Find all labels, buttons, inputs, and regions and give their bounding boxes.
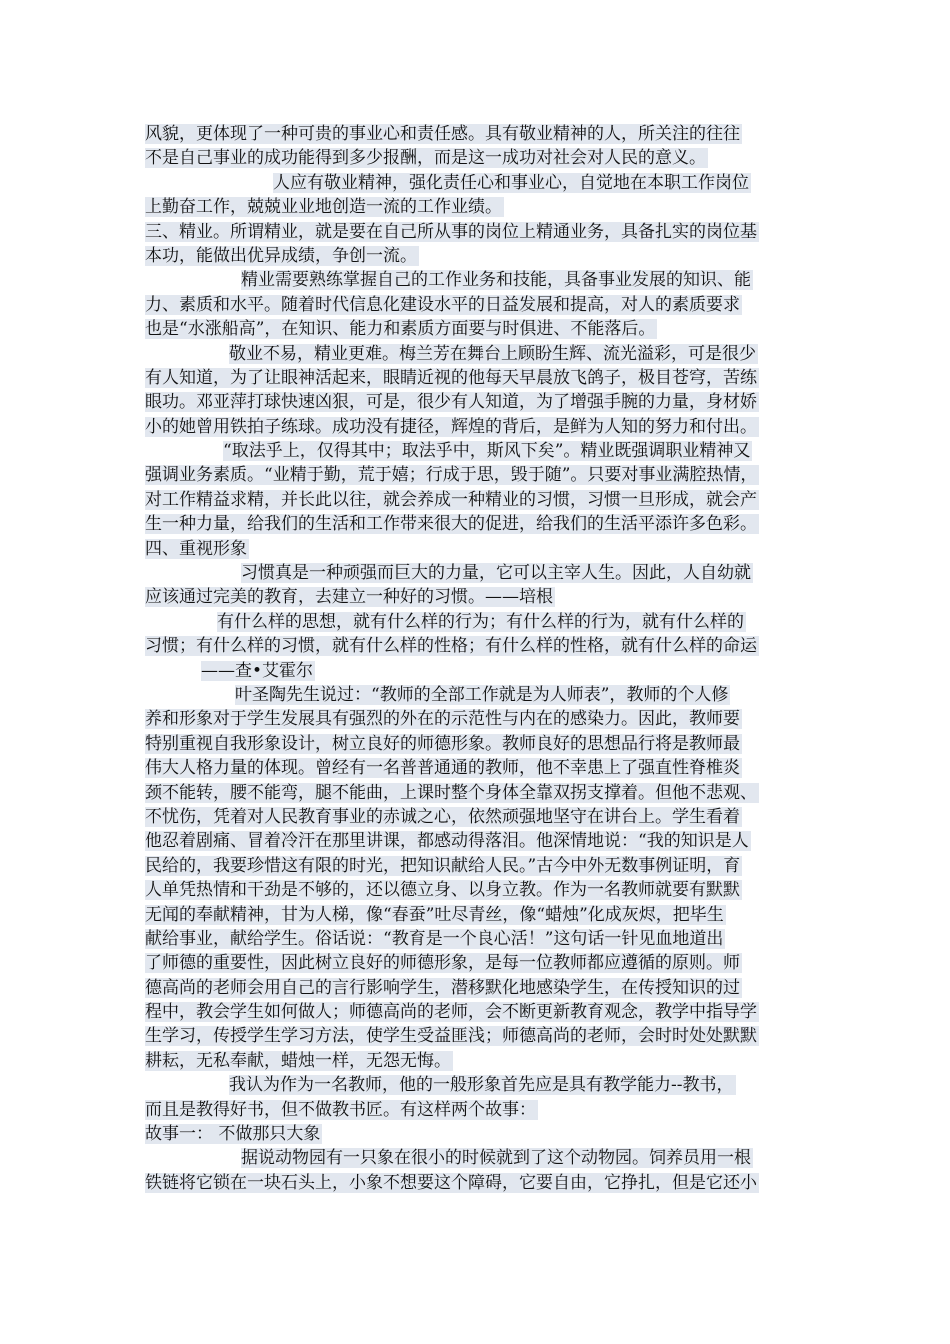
- line-text: 伟大人格力量的体现。曾经有一名普普通通的教师，他不幸患上了强直性脊椎炎: [145, 758, 740, 779]
- text-line: [145, 927, 825, 951]
- line-text: 耕耘，无私奉献，蜡烛一样，无怨无悔。: [145, 1050, 451, 1071]
- text-line: [145, 366, 825, 390]
- line-text: 德高尚的老师会用自己的言行影响学生，潜移默化地感染学生，在传授知识的过: [145, 977, 740, 998]
- line-text: 他忍着剧痛、冒着冷汗在那里讲课，都感动得落泪。他深情地说：“我的知识是人: [145, 831, 749, 852]
- line-text: 不是自己事业的成功能得到多少报酬，而是这一成功对社会对人民的意义。: [145, 148, 706, 169]
- line-text: 人应有敬业精神，强化责任心和事业心，自觉地在本职工作岗位: [273, 172, 749, 193]
- line-text: 而且是教得好书，但不做教书匠。有这样两个故事：: [145, 1099, 536, 1120]
- line-text: 程中，教会学生如何做人；师德高尚的老师，会不断更新教育观念，教学中指导学: [145, 1002, 757, 1023]
- line-text: 人单凭热情和干劲是不够的，还以德立身、以身立教。作为一名教师就要有默默: [145, 880, 740, 901]
- line-text: 了师德的重要性，因此树立良好的师德形象，是每一位教师都应遵循的原则。师: [145, 953, 740, 974]
- text-line: [145, 976, 825, 1000]
- text-line: [145, 1098, 825, 1122]
- text-line: [145, 537, 825, 561]
- line-text: 民给的，我要珍惜这有限的时光，把知识献给人民。”古今中外无数事例证明，育: [145, 855, 741, 876]
- line-text: 颈不能转，腰不能弯，腿不能曲，上课时整个身体全靠双拐支撑着。但他不悲观、: [145, 782, 757, 803]
- line-text: 故事一： 不做那只大象: [145, 1124, 321, 1145]
- text-line: [145, 854, 825, 878]
- line-text: 献给事业，献给学生。俗话说：“教育是一个良心活！”这句话一针见血地道出: [145, 928, 724, 949]
- line-text: 养和形象对于学生发展具有强烈的外在的示范性与内在的感染力。因此，教师要: [145, 709, 740, 730]
- line-text: 本功，能做出优异成绩，争创一流。: [145, 245, 417, 266]
- line-text: 上勤奋工作，兢兢业业地创造一流的工作业绩。: [145, 197, 502, 218]
- text-line: [145, 951, 825, 975]
- line-text: 力、素质和水平。随着时代信息化建设水平的日益发展和提高，对人的素质要求: [145, 294, 740, 315]
- text-line: [145, 1049, 825, 1073]
- text-line: [145, 1073, 825, 1097]
- text-line: [145, 268, 825, 292]
- text-line: [145, 342, 825, 366]
- line-text: 有什么样的思想，就有什么样的行为；有什么样的行为，就有什么样的: [217, 611, 744, 632]
- text-line: [145, 610, 825, 634]
- text-line: [145, 415, 825, 439]
- document-page: [145, 122, 825, 1195]
- line-text: 有人知道，为了让眼神活起来，眼睛近视的他每天早晨放飞鸽子，极目苍穹，苦练: [145, 367, 757, 388]
- text-line: [145, 1024, 825, 1048]
- line-text: 精业需要熟练掌握自己的工作业务和技能，具备事业发展的知识、能: [241, 270, 751, 291]
- line-text: 四、重视形象: [145, 538, 247, 559]
- line-text: 特别重视自我形象设计，树立良好的师德形象。教师良好的思想品行将是教师最: [145, 733, 740, 754]
- line-text: 小的她曾用铁拍子练球。成功没有捷径，辉煌的背后，是鲜为人知的努力和付出。: [145, 416, 757, 437]
- text-line: [145, 146, 825, 170]
- text-line: [145, 829, 825, 853]
- line-text: “取法乎上，仅得其中；取法乎中，斯风下矣”。精业既强调职业精神又: [223, 441, 751, 462]
- text-line: [145, 390, 825, 414]
- line-text: 习惯；有什么样的习惯，就有什么样的性格；有什么样的性格，就有什么样的命运: [145, 636, 757, 657]
- text-line: [145, 195, 825, 219]
- line-text: 应该通过完美的教育，去建立一种好的习惯。——培根: [145, 587, 553, 608]
- text-line: [145, 732, 825, 756]
- line-text: 铁链将它锁在一块石头上，小象不想要这个障碍，它要自由，它挣扎，但是它还小: [145, 1172, 757, 1193]
- line-text: 生学习，传授学生学习方法，使学生受益匪浅；师德高尚的老师，会时时处处默默: [145, 1026, 757, 1047]
- text-line: [145, 585, 825, 609]
- line-text: ——查•艾霍尔: [201, 660, 314, 681]
- text-line: [145, 488, 825, 512]
- text-line: [145, 1122, 825, 1146]
- line-text: 据说动物园有一只象在很小的时候就到了这个动物园。饲养员用一根: [241, 1148, 751, 1169]
- text-line: [145, 439, 825, 463]
- text-line: [145, 634, 825, 658]
- text-line: [145, 220, 825, 244]
- text-line: [145, 683, 825, 707]
- text-line: [145, 317, 825, 341]
- text-line: [145, 707, 825, 731]
- text-line: [145, 1146, 825, 1170]
- line-text: 三、精业。所谓精业，就是要在自己所从事的岗位上精通业务，具备扎实的岗位基: [145, 221, 757, 242]
- line-text: 我认为作为一名教师，他的一般形象首先应是具有教学能力--教书，: [229, 1075, 734, 1096]
- text-line: [145, 903, 825, 927]
- text-line: [145, 756, 825, 780]
- text-line: [145, 463, 825, 487]
- text-line: [145, 171, 825, 195]
- text-line: [145, 781, 825, 805]
- line-text: 强调业务素质。“业精于勤，荒于嬉；行成于思，毁于随”。只要对事业满腔热情，: [145, 465, 758, 486]
- line-text: 生一种力量，给我们的生活和工作带来很大的促进，给我们的生活平添许多色彩。: [145, 514, 757, 535]
- line-text: 叶圣陶先生说过：“教师的全部工作就是为人师表”，教师的个人修: [235, 684, 729, 705]
- line-text: 对工作精益求精，并长此以往，就会养成一种精业的习惯，习惯一旦形成，就会产: [145, 489, 757, 510]
- line-text: 眼功。邓亚萍打球快速凶狠，可是，很少有人知道，为了增强手腕的力量，身材娇: [145, 392, 757, 413]
- text-line: [145, 561, 825, 585]
- line-text: 敬业不易，精业更难。梅兰芳在舞台上顾盼生辉、流光溢彩，可是很少: [229, 343, 756, 364]
- line-text: 不忧伤，凭着对人民教育事业的赤诚之心，依然顽强地坚守在讲台上。学生看着: [145, 806, 740, 827]
- text-line: [145, 293, 825, 317]
- line-text: 习惯真是一种顽强而巨大的力量，它可以主宰人生。因此，人自幼就: [241, 563, 751, 584]
- line-text: 风貌，更体现了一种可贵的事业心和责任感。具有敬业精神的人，所关注的往往: [145, 124, 740, 144]
- line-text: 也是“水涨船高”，在知识、能力和素质方面要与时俱进、不能落后。: [145, 319, 656, 340]
- text-line: [145, 805, 825, 829]
- text-line: [145, 659, 825, 683]
- line-text: 无闻的奉献精神，甘为人梯，像“春蚕”吐尽青丝，像“蜡烛”化成灰烬，把毕生: [145, 904, 724, 925]
- text-line: [145, 1000, 825, 1024]
- text-line: [145, 512, 825, 536]
- text-line: [145, 1171, 825, 1195]
- text-line: [145, 878, 825, 902]
- text-line: [145, 244, 825, 268]
- text-line: [145, 122, 825, 146]
